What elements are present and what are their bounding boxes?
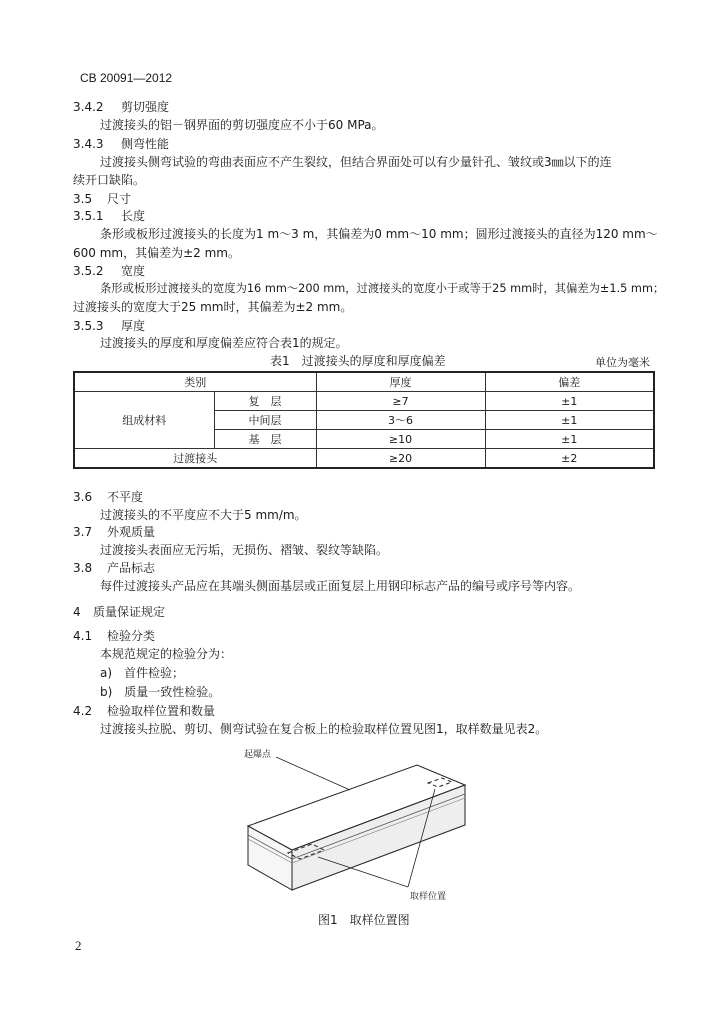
section-3-5-1-text-line2: 600 mm，其偏差为±2 mm。	[73, 246, 240, 260]
section-3-7-text: 过渡接头表面应无污垢，无损伤、褶皱、裂纹等缺陷。	[100, 543, 389, 557]
table-header-row	[74, 372, 654, 392]
header-deviation: 偏差	[485, 372, 654, 392]
section-3-8-heading	[73, 560, 155, 576]
leader-line-top	[276, 757, 350, 790]
section-3-4-3-text-line1: 过渡接头侧弯试验的弯曲表面应不产生裂纹，但结合界面处可以有少量针孔、皱纹或3㎜以下的连	[100, 155, 612, 169]
section-4-2-text: 过渡接头拉脱、剪切、侧弯试验在复合板上的检验取样位置见图1，取样数量见表2。	[100, 722, 548, 736]
table-caption: 表1 过渡接头的厚度和厚度偏差	[270, 354, 446, 368]
list-item-a: a) 首件检验；	[100, 666, 185, 680]
section-title: 检验分类	[107, 629, 156, 643]
section-title: 外观质量	[107, 525, 156, 539]
joint-deviation: ±2	[485, 449, 654, 469]
section-number: 3.5	[73, 192, 93, 206]
section-3-5-1-text-line1: 条形或板形过渡接头的长度为1 m～3 m，其偏差为0 mm～10 mm；圆形过渡接头的直径为120 mm～	[100, 227, 658, 241]
section-title: 剪切强度	[121, 100, 170, 114]
label-sampling-position: 取样位置	[410, 892, 447, 902]
label-detonation-point: 起爆点	[244, 750, 272, 760]
section-3-4-3-text-line2: 续开口缺陷。	[73, 173, 146, 187]
section-number: 3.6	[73, 490, 93, 504]
section-3-4-2-heading	[73, 99, 169, 115]
joint-name: 过渡接头	[74, 449, 316, 469]
thickness-table	[73, 371, 655, 469]
section-3-4-3-heading	[73, 136, 169, 152]
section-title: 尺寸	[107, 192, 132, 206]
section-3-5-3-text: 过渡接头的厚度和厚度偏差应符合表1的规定。	[100, 336, 348, 350]
section-3-5-2-text-line2: 过渡接头的宽度大于25 mm时，其偏差为±2 mm。	[73, 300, 353, 314]
layer-name: 基 层	[214, 430, 316, 449]
section-number: 3.5.3	[73, 319, 104, 333]
section-title: 侧弯性能	[121, 137, 170, 151]
section-3-5-1-heading	[73, 208, 145, 224]
header-category: 类别	[74, 372, 316, 392]
group-label: 组成材料	[74, 392, 214, 449]
section-3-5-3-heading	[73, 318, 145, 334]
standard-code: CB 20091—2012	[80, 71, 173, 85]
section-title: 长度	[121, 209, 146, 223]
section-3-6-heading	[73, 489, 143, 505]
table-unit: 单位为毫米	[595, 356, 650, 369]
layer-name: 复 层	[214, 392, 316, 411]
section-number: 3.5.1	[73, 209, 104, 223]
section-number: 3.7	[73, 525, 93, 539]
section-number: 4.2	[73, 704, 93, 718]
section-3-6-text: 过渡接头的不平度应不大于5 mm/m。	[100, 508, 307, 522]
joint-thickness: ≥20	[316, 449, 485, 469]
figure-caption: 图1 取样位置图	[318, 913, 410, 927]
section-title: 质量保证规定	[93, 605, 166, 619]
layer-thickness: ≥10	[316, 430, 485, 449]
section-number: 4.1	[73, 629, 93, 643]
section-number: 4	[73, 605, 81, 619]
table-row	[74, 392, 654, 411]
section-number: 3.5.2	[73, 264, 104, 278]
layer-deviation: ±1	[485, 411, 654, 430]
layer-thickness: 3～6	[316, 411, 485, 430]
layer-deviation: ±1	[485, 392, 654, 411]
section-4-1-heading	[73, 628, 155, 644]
section-title: 厚度	[121, 319, 146, 333]
section-3-8-text: 每件过渡接头产品应在其端头侧面基层或正面复层上用钢印标志产品的编号或序号等内容。	[100, 579, 581, 593]
section-title: 不平度	[107, 490, 144, 504]
composite-plate-figure	[230, 745, 480, 905]
section-number: 3.8	[73, 561, 93, 575]
section-3-7-heading	[73, 524, 155, 540]
layer-thickness: ≥7	[316, 392, 485, 411]
section-title: 检验取样位置和数量	[107, 704, 216, 718]
section-3-5-2-text-line1: 条形或板形过渡接头的宽度为16 mm～200 mm，过渡接头的宽度小于或等于25 mm时，其偏差为±1.5 mm；	[100, 282, 665, 295]
table-row	[74, 449, 654, 469]
section-number: 3.4.3	[73, 137, 104, 151]
page-number: 2	[75, 938, 82, 953]
layer-name: 中间层	[214, 411, 316, 430]
section-3-4-2-text: 过渡接头的铝－钢界面的剪切强度应不小于60 MPa。	[100, 118, 384, 132]
layer-deviation: ±1	[485, 430, 654, 449]
section-3-5-2-heading	[73, 263, 145, 279]
section-title: 产品标志	[107, 561, 156, 575]
section-number: 3.4.2	[73, 100, 104, 114]
section-4-1-text: 本规范规定的检验分为：	[100, 647, 233, 661]
section-4-heading	[73, 604, 165, 620]
section-3-5-heading	[73, 191, 131, 207]
list-item-b: b) 质量一致性检验。	[100, 685, 221, 699]
section-4-2-heading	[73, 703, 215, 719]
section-title: 宽度	[121, 264, 146, 278]
header-thickness: 厚度	[316, 372, 485, 392]
